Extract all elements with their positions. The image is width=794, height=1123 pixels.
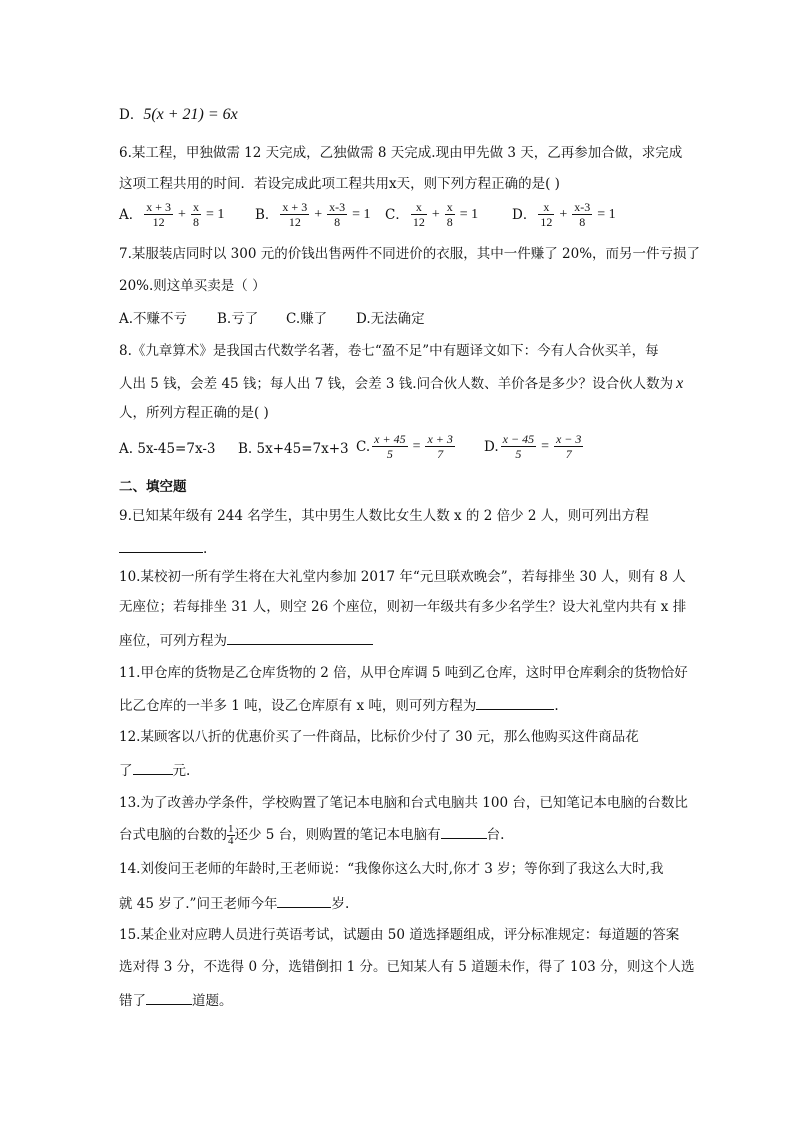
q13-text-part3: 台.: [486, 827, 505, 843]
q9-answer-line: [119, 538, 207, 558]
denominator: 12: [540, 215, 553, 229]
q14-answer-blank[interactable]: [277, 893, 331, 908]
rhs: = 1: [352, 206, 371, 222]
denominator: 7: [437, 447, 444, 461]
q12-text-prefix: 了: [119, 763, 133, 779]
q6-option-c: [385, 200, 481, 229]
q8-option-d: D. $\frac{x - 45}{5}$ = $\frac{x - 3}{7}$: [484, 432, 582, 461]
q7-option-a: A.不赚不亏: [119, 311, 188, 327]
rhs: = 1: [205, 206, 225, 222]
option-label: C.: [356, 438, 371, 455]
q15-text-prefix: 错了: [119, 993, 146, 1009]
q11-text-line2-body: 比乙仓库的一半多 1 吨，设乙仓库原有 x 吨，则可列方程为: [119, 698, 477, 714]
q9-text-line1: 9.已知某年级有 244 名学生，其中男生人数比女生人数 x 的 2 倍少 2 人，则可列出方程: [119, 508, 649, 524]
q6-text-line1: 6.某工程，甲独做需 12 天完成，乙独做需 8 天完成.现由甲先做 3 天，乙再参加合做，求完成: [119, 145, 683, 161]
q15-text-line2: 选对得 3 分，不选得 0 分，选错倒扣 1 分。已知某人有 5 道题未作，得了 103 分，则这个人选: [119, 959, 695, 975]
q11-text-line2: [119, 695, 559, 715]
q13-answer-blank[interactable]: [441, 824, 487, 839]
rhs: = 1: [459, 206, 479, 222]
q8-option-a: A. 5x-45=7x-3: [119, 441, 216, 457]
q6-option-d: [512, 200, 619, 229]
q15-text-line3: [119, 990, 233, 1010]
numerator: x + 3: [146, 200, 172, 214]
q7-option-d: D.无法确定: [356, 311, 425, 327]
variable-x: x: [676, 375, 684, 392]
numerator: x: [538, 200, 554, 215]
denominator: 8: [192, 215, 199, 229]
numerator: 1: [228, 823, 234, 835]
q8-text-line3: 人，所列方程正确的是( ): [119, 405, 269, 421]
numerator: x + 45: [374, 432, 406, 446]
q7-option-c: C.赚了: [286, 311, 328, 327]
q11-text-line1: 11.甲仓库的货物是乙仓库货物的 2 倍，从甲仓库调 5 吨到乙仓库，这时甲仓库剩余的货物恰好: [119, 665, 688, 681]
denominator: 8: [579, 215, 586, 229]
numerator: x + 3: [282, 200, 308, 214]
denominator: 8: [446, 215, 453, 229]
q11-period: .: [554, 698, 559, 714]
numerator: x + 3: [427, 432, 453, 446]
option-label: A．: [119, 206, 143, 223]
q10-text-line3: [119, 630, 373, 650]
q14-text-suffix: 岁.: [331, 896, 350, 912]
q9-period: .: [203, 541, 208, 557]
q8-option-c: C. $\frac{x + 45}{5}$ = $\frac{x + 3}{7}$: [356, 432, 453, 461]
denominator: 12: [152, 215, 165, 229]
q15-answer-blank[interactable]: [146, 990, 192, 1005]
q13-text-line1: 13.为了改善办学条件，学校购置了笔记本电脑和台式电脑共 100 台，已知笔记本电脑的台数比: [119, 795, 688, 811]
q13-text-part1: 台式电脑的台数的: [119, 827, 227, 843]
operator: +: [314, 206, 323, 222]
numerator: x: [446, 200, 453, 214]
denominator: 12: [412, 215, 425, 229]
denominator: 5: [515, 447, 522, 461]
numerator: x-3: [574, 200, 591, 214]
numerator: x: [192, 200, 199, 214]
denominator: 7: [565, 447, 572, 461]
q10-text-line2: 无座位；若每排坐 31 人，则空 26 个座位，则初一年级共有多少名学生？设大礼堂内共有 x 排: [119, 599, 687, 615]
q10-text-line1: 10.某校初一所有学生将在大礼堂内参加 2017 年“元旦联欢晚会”，若每排坐 30 人，则有 8 人: [119, 569, 686, 585]
q14-text-line1: 14.刘俊问王老师的年龄时,王老师说：“我像你这么大时,你才 3 岁；等你到了我这么大时,我: [119, 861, 664, 877]
option-label: D．: [512, 206, 537, 223]
q7-option-b: B.亏了: [217, 311, 259, 327]
q15-text-line1: 15.某企业对应聘人员进行英语考试，试题由 50 道选择题组成，评分标准规定：每道题的答案: [119, 927, 680, 943]
option-label: B．: [255, 206, 279, 223]
q8-text-line2: [119, 375, 683, 393]
q12-answer-blank[interactable]: [133, 760, 173, 775]
q12-text-suffix: 元.: [172, 763, 191, 779]
q13-text-part2: 还少 5 台，则购置的笔记本电脑有: [234, 827, 441, 843]
q15-text-suffix: 道题。: [192, 993, 233, 1009]
q7-text-line1: 7.某服装店同时以 300 元的价钱出售两件不同进价的衣服，其中一件赚了 20%，而另一件亏损了: [119, 246, 701, 262]
numerator: x: [411, 200, 427, 215]
q5-option-d: [119, 106, 238, 124]
q13-text-line2: [119, 824, 504, 847]
option-label: D.: [484, 438, 499, 455]
q8-text-line1: 8.《九章算术》是我国古代数学名著，卷七“盈不足”中有题译文如下：今有人合伙买羊，每: [119, 343, 659, 359]
q10-answer-blank[interactable]: [227, 630, 373, 645]
numerator: x − 3: [555, 432, 582, 446]
denominator: 12: [288, 215, 301, 229]
q14-text-line2: [119, 893, 349, 913]
q11-answer-blank[interactable]: [476, 695, 554, 710]
denominator: 8: [334, 215, 341, 229]
q7-text-line2: 20%.则这单买卖是（ ）: [119, 278, 266, 294]
q6-option-b: [255, 200, 374, 229]
denominator: 4: [228, 835, 234, 847]
option-label: C．: [385, 206, 409, 223]
q14-text-prefix: 就 45 岁了.”问王老师今年: [119, 896, 278, 912]
denominator: 5: [386, 447, 393, 461]
q8-option-b: B. 5x+45=7x+3: [238, 441, 349, 457]
numerator: x-3: [329, 200, 346, 214]
option-label: D．: [119, 107, 144, 123]
fraction-one-quarter: [227, 824, 235, 847]
operator: +: [431, 206, 440, 222]
q12-text-line1: 12.某顾客以八折的优惠价买了一件商品，比标价少付了 30 元，那么他购买这件商品花: [119, 729, 639, 745]
equation: 5(x + 21) = 6x: [143, 106, 238, 123]
q10-text-line3-body: 座位，可列方程为: [119, 633, 227, 649]
operator: +: [178, 206, 186, 222]
numerator: x − 45: [502, 432, 535, 446]
operator: +: [559, 206, 568, 222]
q12-text-line2: [119, 760, 190, 780]
q6-text-line2: 这项工程共用的时间．若设完成此项工程共用x天，则下列方程正确的是( ): [119, 176, 560, 192]
section-title-fill-in: 二、填空题: [119, 479, 187, 495]
rhs: = 1: [597, 206, 616, 222]
q9-answer-blank[interactable]: [119, 538, 203, 553]
q6-option-a: [119, 200, 227, 229]
q8-text-line2-body: 人出 5 钱，会差 45 钱；每人出 7 钱，会差 3 钱.问合伙人数、羊价各是多少？设合伙人数为: [119, 376, 674, 392]
